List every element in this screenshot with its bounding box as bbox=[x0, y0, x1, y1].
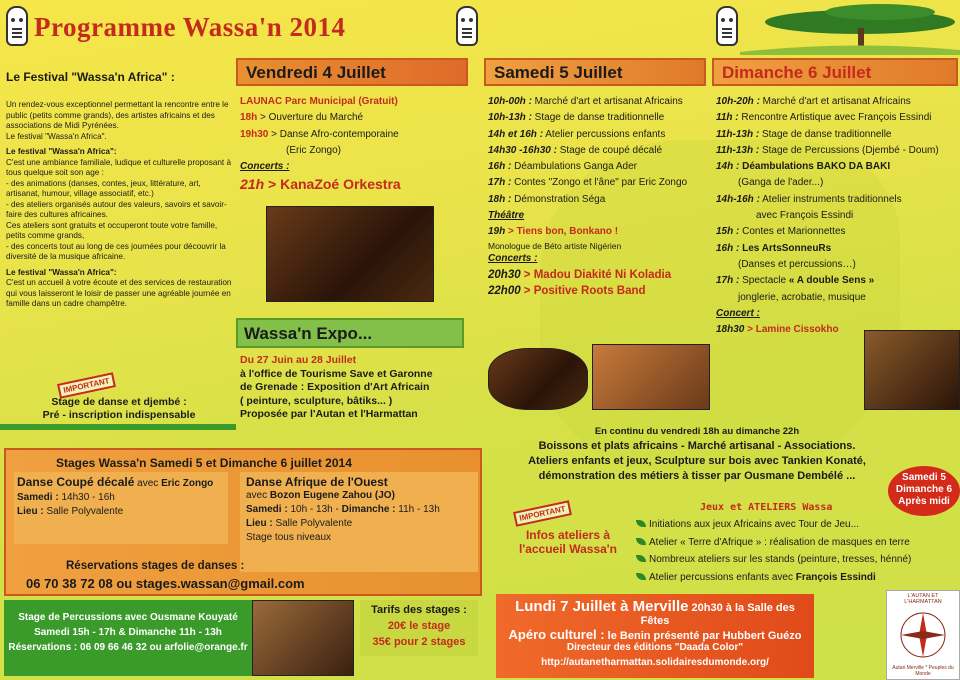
continuous-line: Ateliers enfants et jeux, Sculpture sur bois avec Tankien Konaté, bbox=[528, 455, 866, 467]
intro-text-2: Le festival "Wassa'n Africa". bbox=[6, 131, 107, 141]
acacia-tree-icon bbox=[740, 0, 960, 55]
event-row bbox=[716, 159, 960, 175]
atelier-label: Nombreux ateliers sur les stands (peinture, tresses, hénné) bbox=[649, 554, 912, 565]
stage-level: Stage tous niveaux bbox=[246, 532, 332, 543]
day-header-saturday: Samedi 5 Juillet bbox=[484, 58, 706, 86]
theatre-label: Théâtre bbox=[488, 210, 525, 222]
continuous-line: En continu du vendredi 18h au dimanche 22h bbox=[594, 426, 800, 437]
event-label: Stage de danse traditionnelle bbox=[531, 112, 665, 124]
event-label: > Tiens bon, Bonkano ! bbox=[505, 226, 619, 238]
event-label: Contes "Zongo et l'âne" par Eric Zongo bbox=[511, 177, 688, 189]
event-row bbox=[488, 159, 710, 175]
day-header-sunday: Dimanche 6 Juillet bbox=[712, 58, 958, 86]
event-row bbox=[488, 127, 710, 143]
event-label: Rencontre Artistique avec François Essindi bbox=[738, 112, 932, 124]
expo-dates: Du 27 Juin au 28 Juillet bbox=[240, 354, 357, 366]
event-time: 19h30 bbox=[240, 128, 269, 140]
atelier-teacher: François Essindi bbox=[795, 571, 876, 583]
festival-description bbox=[6, 70, 234, 310]
mask-icon bbox=[456, 6, 478, 46]
event-time: 17h : bbox=[716, 275, 740, 287]
event-label: Atelier percussions enfants bbox=[543, 128, 666, 140]
band-photo bbox=[488, 348, 588, 410]
stage-notice-line: Pré - inscription indispensable bbox=[42, 409, 196, 421]
event-time: 11h : bbox=[716, 112, 739, 124]
concert-label: Concert : bbox=[716, 307, 760, 319]
event-label: Marché d'art et artisanat Africains bbox=[759, 96, 911, 107]
saturday-events bbox=[488, 94, 710, 208]
ateliers-list bbox=[636, 516, 956, 586]
event-time: 10h-00h : bbox=[488, 96, 532, 107]
logo-text: L'AUTAN ET L'HARMATTAN bbox=[904, 593, 942, 605]
ateliers-items bbox=[636, 516, 956, 586]
event-label: Les ArtsSonneuRs bbox=[739, 242, 832, 254]
mask-icon bbox=[6, 6, 28, 46]
tarifs-panel bbox=[360, 600, 478, 656]
perc-line: Stage de Percussions avec Ousmane Kouyaté bbox=[18, 612, 238, 623]
event-label: Déambulations Ganga Ader bbox=[511, 161, 637, 173]
day-header-friday: Vendredi 4 Juillet bbox=[236, 58, 468, 86]
stage-notice-line: Stage de danse et djembé : bbox=[51, 396, 187, 408]
stage-place-label: Lieu : bbox=[246, 518, 273, 529]
event-label: > KanaZoé Orkestra bbox=[264, 176, 401, 193]
intro-text: Un rendez-vous exceptionnel permettant la rencontre entre le public (petits comme grands), des artistes africains et des associations de Midi Pyrénées. bbox=[6, 100, 229, 130]
continuous-line: Boissons et plats africains - Marché artisanal - Associations. bbox=[538, 440, 856, 452]
stage-place: Salle Polyvalente bbox=[272, 518, 353, 529]
stage-teacher: Eric Zongo bbox=[161, 478, 214, 489]
subheading: Le festival "Wassa'n Africa": bbox=[6, 147, 117, 156]
event-time: 11h-13h : bbox=[716, 128, 760, 140]
expo-header: Wassa'n Expo... bbox=[236, 318, 464, 348]
event-time: 16h : bbox=[488, 161, 512, 173]
atelier-label: Initiations aux jeux Africains avec Tour de Jeu... bbox=[649, 519, 859, 530]
event-detail: (Danses et percussions…) bbox=[738, 258, 856, 270]
stage-notice bbox=[24, 396, 214, 422]
monday-event-panel bbox=[496, 594, 814, 678]
event-label: > Positive Roots Band bbox=[520, 285, 646, 298]
atelier-label: Atelier percussions enfants avec bbox=[649, 571, 796, 583]
badge-line: Après midi bbox=[898, 496, 950, 507]
event-row bbox=[716, 110, 960, 126]
expo-line: ( peinture, sculpture, bâtiks... ) bbox=[240, 394, 393, 407]
stage-time: 11h - 13h bbox=[395, 504, 440, 515]
event-label: Déambulations BAKO DA BAKI bbox=[739, 161, 891, 173]
stage-with: avec bbox=[134, 478, 162, 489]
event-highlight: « A double Sens » bbox=[788, 275, 875, 287]
event-detail: jonglerie, acrobatie, musique bbox=[738, 291, 866, 303]
description-text: C'est une ambiance familiale, ludique et culturelle proposant à tous quelque soit son age : bbox=[6, 157, 232, 177]
friday-program bbox=[240, 94, 468, 193]
band-photo bbox=[592, 344, 710, 410]
mask-icon bbox=[716, 6, 738, 46]
event-label: Stage de Percussions (Djembé - Doum) bbox=[759, 144, 939, 156]
event-time: 14h30 -16h30 : bbox=[488, 144, 557, 156]
stage-teacher: Bozon Eugene Zahou (JO) bbox=[269, 490, 395, 501]
reservations-contact[interactable]: 06 70 38 72 08 ou stages.wassan@gmail.com bbox=[26, 576, 305, 591]
event-row bbox=[488, 94, 710, 110]
expo-line: de Grenade : Exposition d'Art Africain bbox=[240, 381, 430, 393]
saturday-program bbox=[488, 94, 710, 300]
event-row bbox=[716, 143, 960, 159]
drummer-photo bbox=[252, 600, 354, 676]
apero-label: Apéro culturel : bbox=[508, 627, 605, 642]
leaf-icon bbox=[636, 573, 646, 580]
event-time: 20h30 bbox=[488, 268, 521, 281]
event-detail: (Ganga de l'ader...) bbox=[738, 177, 824, 189]
tarif-line: 35€ pour 2 stages bbox=[372, 636, 466, 648]
event-time: 19h bbox=[488, 226, 506, 238]
event-time: 18h : bbox=[488, 193, 512, 205]
apero-director: Directeur des éditions "Daada Color" bbox=[566, 642, 744, 653]
event-time: 11h-13h : bbox=[716, 144, 760, 156]
event-time: 21h bbox=[240, 176, 265, 193]
event-label: > Danse Afro-contemporaine bbox=[268, 128, 399, 140]
venue: LAUNAC Parc Municipal (Gratuit) bbox=[240, 96, 398, 107]
leaf-icon bbox=[636, 520, 646, 527]
event-time: 18h30 bbox=[716, 324, 745, 336]
stages-panel bbox=[4, 448, 482, 596]
sunday-events bbox=[716, 94, 960, 175]
monday-heading: Lundi 7 Juillet à Merville bbox=[515, 598, 689, 615]
website-link[interactable]: http://autanetharmattan.solidairesdumonde.org/ bbox=[541, 657, 769, 668]
concerts-label: Concerts : bbox=[488, 252, 538, 264]
divider bbox=[0, 424, 236, 430]
event-time: 10h-13h : bbox=[488, 112, 532, 124]
festival-heading: Le Festival "Wassa'n Africa" : bbox=[6, 70, 175, 84]
stage-title: Danse Afrique de l'Ouest bbox=[246, 475, 388, 489]
event-label: Stage de coupé décalé bbox=[556, 144, 663, 156]
concerts-label: Concerts : bbox=[240, 161, 290, 173]
event-row bbox=[716, 94, 960, 110]
page-title: Programme Wassa'n 2014 bbox=[34, 12, 346, 42]
event-label: Contes et Marionnettes bbox=[739, 226, 846, 238]
perc-line: Samedi 15h - 17h & Dimanche 11h - 13h bbox=[34, 627, 222, 638]
info-ateliers bbox=[506, 528, 630, 556]
description-text: - des animations (danses, contes, jeux, littérature, art, artisanat, humour, village associatif, etc.) bbox=[6, 178, 201, 198]
expo-line: à l'office de Tourisme Save et Garonne bbox=[240, 367, 433, 380]
description-text: C'est un accueil à votre écoute et des services de restauration qui vous laisseront le loisir de passer une agréable journée en famille dans un cadre champêtre. bbox=[6, 278, 232, 308]
leaf-icon bbox=[636, 538, 646, 545]
info-line: l'accueil Wassa'n bbox=[519, 542, 617, 556]
stage-card-afrique-ouest bbox=[240, 472, 478, 572]
logo-text: Autan Merville * Peuples du Monde bbox=[892, 665, 954, 677]
event-row bbox=[488, 143, 710, 159]
continuous-info bbox=[492, 424, 902, 484]
atelier-item bbox=[636, 551, 956, 569]
event-label: Stage de danse traditionnelle bbox=[759, 128, 892, 140]
stages-heading: Stages Wassa'n Samedi 5 et Dimanche 6 juillet 2014 bbox=[56, 456, 352, 470]
event-label: Atelier instruments traditionnels bbox=[759, 193, 902, 205]
info-line: Infos ateliers à bbox=[525, 528, 611, 542]
subheading: Le festival "Wassa'n Africa": bbox=[6, 267, 117, 277]
monday-venue: 20h30 à la Salle des Fêtes bbox=[640, 602, 795, 627]
event-time: 18h bbox=[240, 112, 258, 124]
event-time: 15h : bbox=[716, 226, 740, 238]
description-text: - des concerts tout au long de ces journées pour découvrir la diversité de la musique africaine. bbox=[6, 241, 226, 261]
event-label: > Lamine Cissokho bbox=[744, 324, 839, 336]
stage-time: 14h30 - 16h bbox=[58, 492, 115, 503]
ateliers-heading: Jeux et ATELIERS Wassa bbox=[700, 502, 833, 513]
event-time: 14h et 16h : bbox=[488, 128, 544, 140]
tarif-line: 20€ le stage bbox=[387, 620, 451, 632]
event-row bbox=[488, 175, 710, 191]
concert-photo bbox=[266, 206, 434, 302]
stage-time: 10h - 13h - bbox=[287, 504, 342, 515]
event-row bbox=[716, 127, 960, 143]
expo-details bbox=[240, 354, 480, 422]
event-detail: avec François Essindi bbox=[756, 210, 854, 222]
tarif-line: Tarifs des stages : bbox=[371, 604, 467, 616]
continuous-line: démonstration des métiers à tisser par Ousmane Dembélé ... bbox=[538, 470, 856, 482]
event-row bbox=[488, 192, 710, 208]
stage-day-label: Dimanche : bbox=[341, 504, 396, 515]
atelier-label: Atelier « Terre d'Afrique » : réalisation de masques en terre bbox=[649, 536, 910, 548]
atelier-item bbox=[636, 516, 956, 534]
description-text: Ces ateliers sont gratuits et occuperont toute votre famille, petits comme grands, bbox=[6, 220, 218, 240]
musician-photo bbox=[864, 330, 960, 410]
event-label: Démonstration Séga bbox=[511, 193, 606, 205]
perc-line[interactable]: Réservations : 06 09 66 46 32 ou arfolie@orange.fr bbox=[8, 642, 248, 653]
event-time: 22h00 bbox=[488, 285, 521, 298]
event-label: Marché d'art et artisanat Africains bbox=[531, 96, 683, 107]
stage-card-coupe-decale bbox=[14, 472, 228, 544]
event-detail: (Eric Zongo) bbox=[286, 144, 342, 156]
event-time: 14h : bbox=[716, 161, 740, 173]
atelier-item bbox=[636, 569, 956, 587]
event-time: 14h-16h : bbox=[716, 193, 760, 205]
event-label: Spectacle bbox=[739, 275, 789, 287]
apero-detail: le Benin présenté par Hubbert Guézo bbox=[604, 630, 802, 642]
leaf-icon bbox=[636, 555, 646, 562]
stage-day-label: Samedi : bbox=[17, 492, 59, 503]
event-time: 16h : bbox=[716, 242, 740, 254]
percussion-stage-panel bbox=[4, 600, 252, 676]
atelier-item bbox=[636, 534, 956, 552]
event-label: > Madou Diakité Ni Koladia bbox=[520, 268, 672, 281]
stage-place: Salle Polyvalente bbox=[43, 506, 124, 517]
event-time: 17h : bbox=[488, 177, 512, 189]
event-detail: Monologue de Béto artiste Nigérien bbox=[488, 240, 622, 251]
description-text: - des ateliers organisés autour des valeurs, savoirs et savoir-faire des cultures africaines. bbox=[6, 199, 227, 219]
important-stamp: IMPORTANT bbox=[513, 500, 572, 527]
event-time: 10h-20h : bbox=[716, 96, 760, 107]
autan-harmattan-logo bbox=[886, 590, 960, 680]
badge-line: Dimanche 6 bbox=[895, 484, 953, 495]
stage-place-label: Lieu : bbox=[17, 506, 44, 517]
badge-line: Samedi 5 bbox=[902, 472, 946, 483]
event-label: > Ouverture du Marché bbox=[257, 112, 364, 124]
important-stamp: IMPORTANT bbox=[57, 372, 116, 399]
stage-day-label: Samedi : bbox=[246, 504, 288, 515]
stage-title: Danse Coupé décalé bbox=[17, 475, 135, 489]
stage-with: avec bbox=[246, 490, 270, 501]
expo-line: Proposée par l'Autan et l'Harmattan bbox=[240, 408, 418, 420]
sunday-program bbox=[716, 94, 960, 338]
reservations-label: Réservations stages de danses : bbox=[66, 560, 245, 572]
weekend-badge bbox=[888, 466, 960, 516]
event-row bbox=[488, 110, 710, 126]
